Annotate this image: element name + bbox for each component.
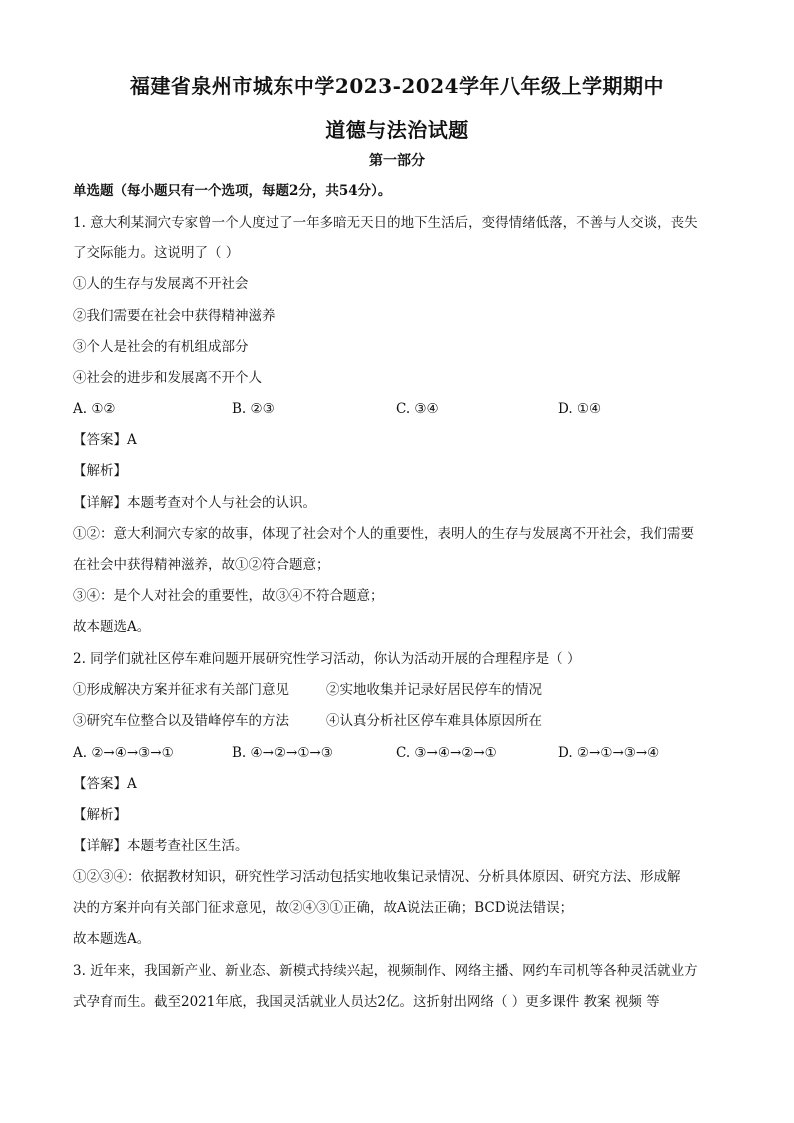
q2-answer: 【答案】A bbox=[73, 776, 137, 792]
q3-stem-line1: 3. 近年来，我国新产业、新业态、新模式持续兴起，视频制作、网络主播、网约车司机等各种灵活就业方 bbox=[73, 963, 698, 979]
q2-conclusion: 故本题选A。 bbox=[73, 931, 151, 947]
q2-option-a: A. ②→④→③→① bbox=[73, 745, 174, 761]
q1-answer: 【答案】A bbox=[73, 432, 137, 448]
q1-item-3: ③个人是社会的有机组成部分 bbox=[73, 339, 249, 355]
q1-option-a: A. ①② bbox=[73, 401, 116, 417]
q1-detail: 【详解】本题考查对个人与社会的认识。 bbox=[73, 495, 316, 511]
q2-stem: 2. 同学们就社区停车难问题开展研究性学习活动，你认为活动开展的合理程序是（ ） bbox=[73, 651, 581, 667]
q2-option-c: C. ③→④→②→① bbox=[396, 745, 497, 761]
exam-title: 福建省泉州市城东中学2023-2024学年八年级上学期期中 bbox=[129, 74, 665, 98]
q2-option-b: B. ④→②→①→③ bbox=[232, 745, 333, 761]
section-heading: 单选题（每小题只有一个选项，每题2分，共54分）。 bbox=[73, 183, 392, 199]
q1-analysis-label: 【解析】 bbox=[73, 463, 127, 479]
q2-explanation-line2: 决的方案并向有关部门征求意见，故②④③①正确，故A说法正确；BCD说法错误； bbox=[73, 900, 574, 916]
q1-conclusion: 故本题选A。 bbox=[73, 619, 151, 635]
q2-item-2: ②实地收集并记录好居民停车的情况 bbox=[326, 682, 542, 698]
q1-stem-line2: 了交际能力。这说明了（ ） bbox=[73, 245, 240, 261]
q1-option-c: C. ③④ bbox=[396, 401, 439, 417]
q2-item-3: ③研究车位整合以及错峰停车的方法 bbox=[73, 713, 289, 729]
q1-explanation-line1: ①②：意大利洞穴专家的故事，体现了社会对个人的重要性，表明人的生存与发展离不开社会，我们需要 bbox=[73, 526, 694, 542]
q1-item-1: ①人的生存与发展离不开社会 bbox=[73, 276, 249, 292]
exam-subtitle: 道德与法治试题 bbox=[325, 118, 469, 142]
part-heading: 第一部分 bbox=[369, 153, 425, 169]
q2-option-d: D. ②→①→③→④ bbox=[558, 745, 660, 761]
q1-explanation-line2: 在社会中获得精神滋养，故①②符合题意； bbox=[73, 557, 330, 573]
q2-explanation-line1: ①②③④：依据教材知识，研究性学习活动包括实地收集记录情况、分析具体原因、研究方法、形成解 bbox=[73, 869, 681, 885]
q1-item-2: ②我们需要在社会中获得精神滋养 bbox=[73, 308, 276, 324]
q1-option-b: B. ②③ bbox=[232, 401, 275, 417]
q2-item-1: ①形成解决方案并征求有关部门意见 bbox=[73, 682, 289, 698]
q2-item-4: ④认真分析社区停车难具体原因所在 bbox=[326, 713, 542, 729]
q2-analysis-label: 【解析】 bbox=[73, 807, 127, 823]
q1-explanation-line3: ③④：是个人对社会的重要性，故③④不符合题意； bbox=[73, 588, 384, 604]
q1-option-d: D. ①④ bbox=[558, 401, 602, 417]
q3-stem-line2: 式孕育而生。截至2021年底，我国灵活就业人员达2亿。这折射出网络（ ）更多课件 教案 视频 等 bbox=[73, 994, 660, 1010]
q1-item-4: ④社会的进步和发展离不开个人 bbox=[73, 370, 262, 386]
q1-stem-line1: 1. 意大利某洞穴专家曾一个人度过了一年多暗无天日的地下生活后，变得情绪低落，不善与人交谈，丧失 bbox=[73, 215, 698, 231]
q2-detail: 【详解】本题考查社区生活。 bbox=[73, 838, 249, 854]
